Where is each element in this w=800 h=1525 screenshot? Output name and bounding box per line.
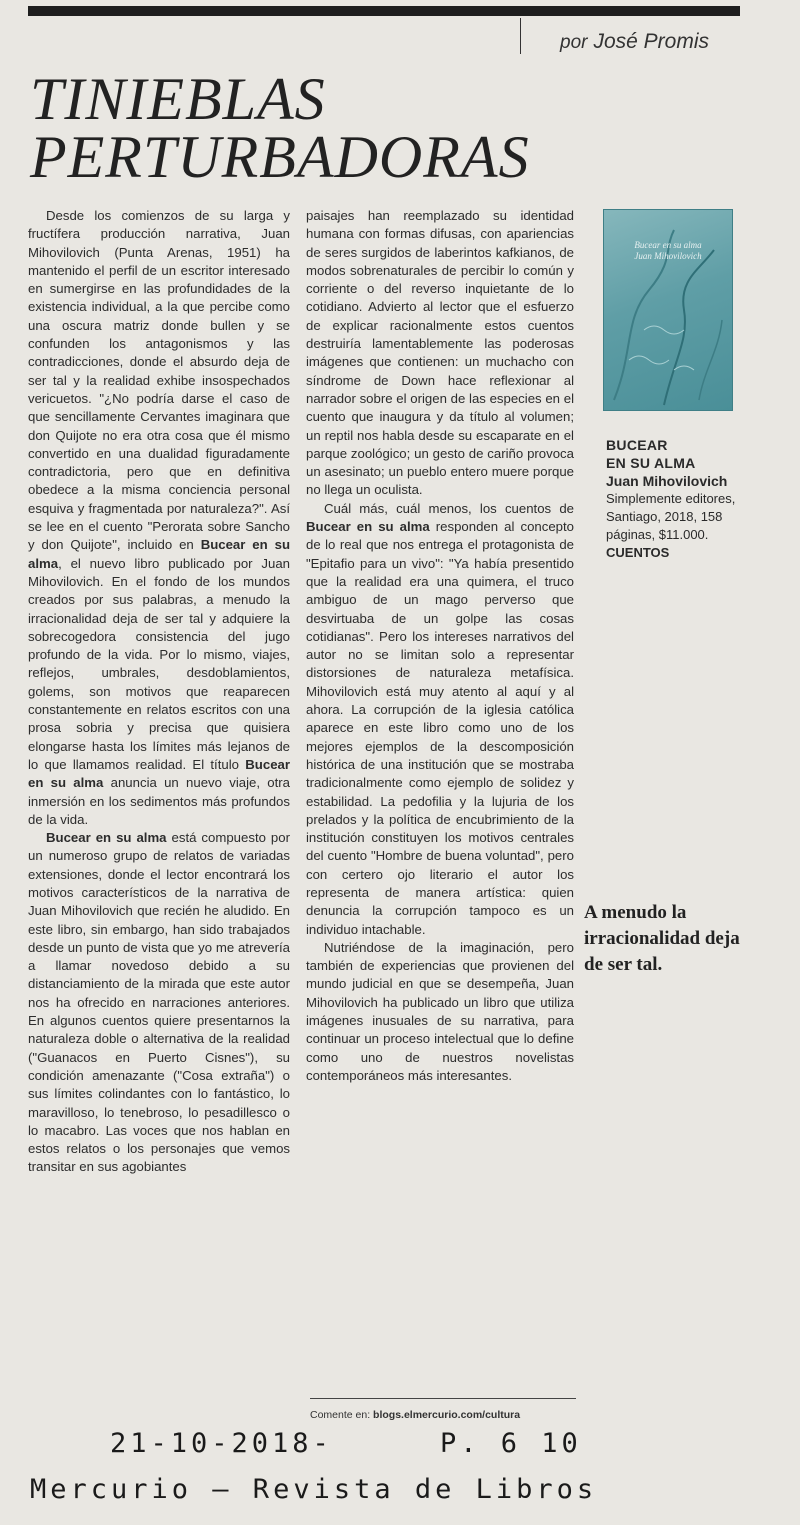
- top-rule: [28, 6, 740, 16]
- book-publisher: Simplemente editores,: [606, 491, 736, 506]
- cover-author: Juan Mihovilovich: [634, 251, 702, 261]
- handwritten-source: Mercurio – Revista de Libros: [30, 1474, 598, 1505]
- text-run: responden al concepto de lo real que nos entrega el protagonista de "Epitafio para un vivo": "Ya había presentido que la realidad era una quimera, el truco ambiguo de un mago perverso que desvirtuaba de un golpe las cosas cotidianas". Pero los intereses narrativos del autor no se limitan solo a representar distorsiones de naturaleza metafísica. Mihovilovich está muy atento al aquí y al ahora. La corrupción de la iglesia católica aparece en este libro como uno de: [306, 519, 574, 736]
- book-title-line-1: BUCEAR: [606, 437, 668, 453]
- handwritten-date: 21-10-2018-: [110, 1428, 333, 1459]
- book-genre: CUENTOS: [606, 545, 670, 560]
- book-details: [606, 436, 756, 562]
- byline-author: José Promis: [593, 30, 709, 53]
- paragraph-4: [306, 500, 574, 939]
- text-run: Cuál más, cuál menos, los cuentos de: [324, 500, 574, 516]
- book-title-ref: Bucear en su alma: [28, 756, 290, 791]
- book-publication-details: Santiago, 2018, 158 páginas, $11.000.: [606, 509, 723, 542]
- book-cover-image: [604, 210, 732, 410]
- book-title-ref: Bucear en su alma: [46, 830, 167, 846]
- article-column-1: [28, 207, 290, 1177]
- contact-label: Comente en:: [310, 1409, 371, 1421]
- article-column-2: [306, 207, 574, 1085]
- byline-prefix: por: [560, 32, 588, 53]
- cover-book-title: Bucear en su alma: [634, 240, 702, 250]
- text-run: , el nuevo libro publicado por Juan Mihovilovich. En el fondo de los mundos creados por sus palabras, a menudo la irracionalidad deja de ser tal y adquiere la sobrecogedora consistencia del jugo profundo de la vida. Por lo mismo, viajes, reflejos, umbrales, desdoblamientos, golems, son motivos que reaparecen constantemente en relatos escritos con una prosa sobria y precisa que quisiera elongarse hasta los límites más lejanos de lo que llamamos realidad. El título: [28, 555, 290, 772]
- book-title-line-2: EN SU ALMA: [606, 455, 696, 471]
- book-title-ref: Bucear en su alma: [306, 519, 430, 535]
- byline-divider: [520, 18, 521, 54]
- text-run: anuncia un nuevo viaje, otra inmersión en los sedimentos más profundos de la vida.: [28, 775, 291, 827]
- byline: [560, 30, 709, 54]
- paragraph-1: [28, 207, 290, 829]
- contact-url: blogs.elmercurio.com/cultura: [373, 1409, 521, 1421]
- headline-line-2: PERTURBADORAS: [30, 124, 530, 190]
- handwritten-page: P. 6 10: [440, 1428, 582, 1459]
- cover-title: [618, 240, 718, 262]
- text-run: los mejores ejemplos de la descomposición histórica de una institución que se mostraba tradicionalmente como ejemplo de solidez y estabilidad.: [306, 720, 574, 809]
- text-run: está compuesto por un numeroso grupo de relatos de variadas extensiones, donde el lector encontrará los motivos característicos de la narrativa de Juan Mihovilovich que recién he aludido. En este libro, sin embargo, han sido trabajados desde un punto de vista que yo me atrevería a llamar novedoso debido a su distanciamiento de la mirada que este autor nos ha ofrecido en narraciones anteriores. En algunos cuentos quiere presentarnos la naturaleza doble o alternativa de la realidad ("Guanacos en Puerto Cisnes"), su condición amenazante ("Cosa extraña") o sus límites colindantes con lo fantástico, lo maravilloso, lo tenebroso, lo pesadillesco o lo macabro. Las voces que nos hablan en estos relatos o los personajes que vemos transitar en sus agobiantes: [28, 830, 290, 1175]
- book-title-ref: Bucear en su alma: [28, 537, 290, 571]
- paragraph-5: Nutriéndose de la imaginación, pero también de experiencias que provienen del mundo judicial en que se desempeña, Juan Mihovilovich ha publicado un libro que utiliza imágenes inusuales de su narrativa, para continuar un proceso intelectual que lo define como uno de nuestros novelistas contemporáneos más interesantes.: [306, 939, 574, 1083]
- headline-line-1: TINIEBLAS: [30, 66, 326, 132]
- pull-quote: A menudo la irracionalidad deja de ser tal.: [584, 902, 740, 975]
- text-run: Desde los comienzos de su larga y fructífera producción narrativa, Juan Mihovilovich (Punta Arenas, 1951) ha mantenido el perfil de un escritor interesado en sumergirse en las profundidades de la existencia individual, a la que percibe como una oscura matriz donde bullen y se confunden los antagonismos y las contradicciones, donde el absurdo deja de ser tal y la realidad exhibe insospechados vericuetos. "¿No podría darse el caso de que sencillamente Cervantes imaginara que don Quijote no era otra cosa que él mismo convertido en una dualidad figuradamente contradictoria, pero que en definitiva obedece a la misma conciencia personal esquiva y fragmentada por naturaleza?". Así se lee en el cuento "Perorata sobre Sancho y don Quijote", incluido en: [28, 208, 290, 553]
- paragraph-3: paisajes han reemplazado su identidad humana con formas difusas, con apariencias de seres surgidos de laberintos kafkianos, de modos sobrenaturales de percibir lo común y corriente o del reverso inquietante de lo cotidiano. Advierto al lector que el esfuerzo de explicar racionalmente estos cuentos destruiría lamentablemente las poderosas imágenes que contienen: un muchacho con síndrome de Down hace reflexionar al narrador sobre el origen de las especies en el cuento que inaugura y da título al volumen; un reptil nos habla desde su escaparate en el parque zoológico; un gesto de cariño provoca un asesinato; un pueblo entero muere porque no llega un oculista.: [306, 208, 574, 498]
- paragraph-2: [28, 829, 290, 1177]
- text-run: La pedofilia y la lujuria de los prelados y la política de encubrimiento de la institución constituyen los motivos centrales del cuento "Hombre de buena voluntad", pero con certero ojo literario el autor los representa de manera artística: quien denuncia la corrupción tampoco es un individuo intachable.: [306, 793, 574, 937]
- book-author: Juan Mihovilovich: [606, 473, 728, 489]
- contact-line: [310, 1398, 576, 1421]
- headline: [30, 66, 530, 190]
